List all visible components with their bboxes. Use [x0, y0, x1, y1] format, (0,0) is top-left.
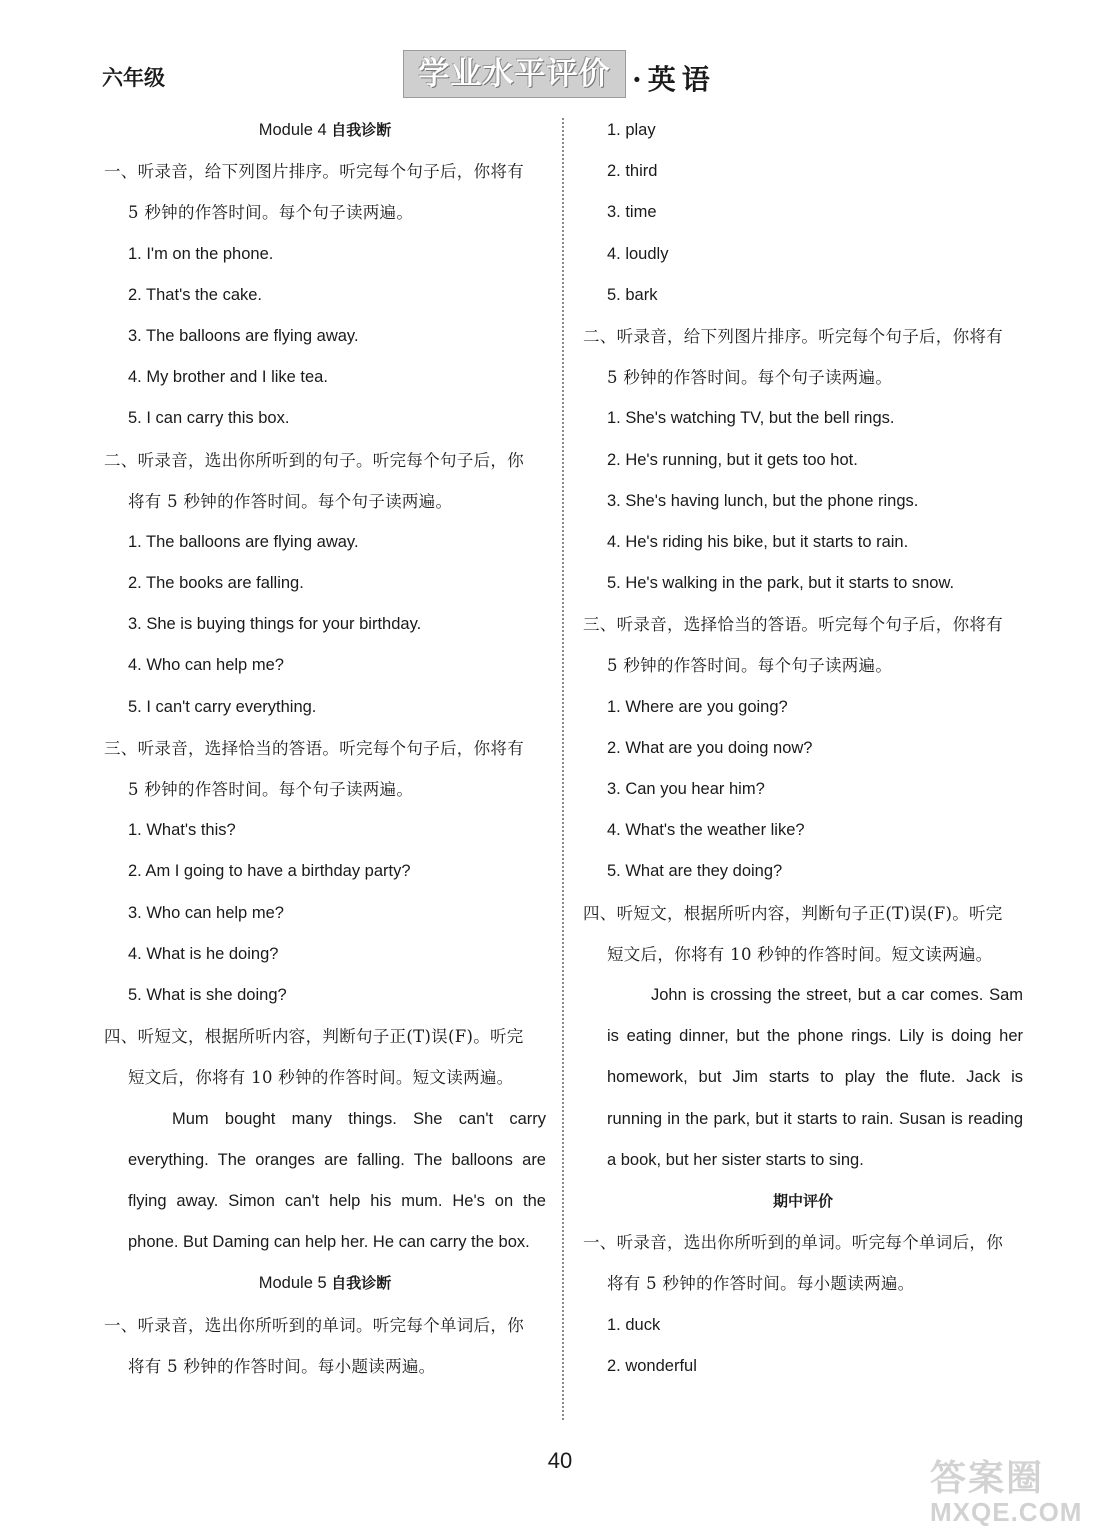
list-item: 2. third [607, 162, 658, 181]
midterm-section-1-heading-cont: 将有 5 秒钟的作答时间。每小题读两遍。 [607, 1274, 915, 1294]
module-5-title [104, 1263, 546, 1304]
watermark-logo-text: 答案圈 [930, 1458, 1045, 1499]
listening-passage: John is crossing the street, but a car comes. Sam is eating dinner, but the phone rings. Lily is doing her homework, but Jim starts to play the flute. Jack is running in the park, but it starts to rain. Susan is reading a book, but her sister starts to sing. [607, 985, 1023, 1169]
list-item: 1. What's this? [128, 821, 236, 840]
list-item: 1. I'm on the phone. [128, 244, 274, 263]
list-item: 1. Where are you going? [607, 697, 788, 716]
module-5-section-3-heading-cont: 5 秒钟的作答时间。每个句子读两遍。 [607, 656, 893, 676]
module-5-title-cn: 自我诊断 [331, 1274, 392, 1293]
list-item: 5. He's walking in the park, but it starts to snow. [607, 574, 955, 593]
watermark-url: MXQE.COM [930, 1497, 1083, 1527]
section-3-heading: 三、听录音，选择恰当的答语。听完每个句子后，你将有 [104, 738, 524, 758]
list-item: 5. I can't carry everything. [128, 697, 317, 716]
list-item: 3. Can you hear him? [607, 780, 765, 798]
list-item: 3. Who can help me? [128, 903, 284, 922]
list-item: 1. She's watching TV, but the bell rings. [607, 409, 895, 428]
module-4-title [104, 110, 546, 151]
list-item: 2. He's running, but it gets too hot. [607, 450, 858, 469]
page-header [0, 0, 1120, 110]
module-5-section-2-heading: 二、听录音，给下列图片排序。听完每个句子后，你将有 [583, 326, 1003, 346]
list-item: 2. wonderful [607, 1356, 697, 1375]
midterm-section-1-heading: 一、听录音，选出你所听到的单词。听完每个单词后，你 [583, 1233, 1003, 1253]
list-item: 4. Who can help me? [128, 656, 284, 675]
module-5-section-3-heading: 三、听录音，选择恰当的答语。听完每个句子后，你将有 [583, 615, 1003, 635]
list-item: 4. What's the weather like? [607, 821, 805, 840]
list-item: 3. The balloons are flying away. [128, 326, 359, 345]
list-item: 3. She's having lunch, but the phone rings. [607, 491, 919, 510]
list-item: 2. Am I going to have a birthday party? [128, 862, 411, 881]
list-item: 4. loudly [607, 244, 669, 263]
module-5-section-4-heading: 四、听短文，根据所听内容，判断句子正(T)误(F)。听完 [583, 903, 1003, 923]
list-item: 3. time [607, 203, 657, 222]
right-column [583, 110, 1023, 1387]
grade-label: 六年级 [102, 65, 165, 90]
list-item: 4. He's riding his bike, but it starts to rain. [607, 532, 909, 551]
listening-passage: Mum bought many things. She can't carry everything. The oranges are falling. The balloons are flying away. Simon can't help his mum. He's on the phone. But Daming can help her. He can carry the box. [128, 1109, 546, 1252]
module-5-title-en: Module 5 [258, 1274, 327, 1293]
module-4-title-cn: 自我诊断 [331, 121, 392, 139]
book-title-banner: 学业水平评价 [403, 50, 626, 98]
list-item: 4. What is he doing? [128, 944, 279, 963]
list-item: 5. bark [607, 285, 658, 304]
list-item: 1. play [607, 121, 656, 139]
page-number: 40 [547, 1448, 573, 1473]
module-5-section-1-heading: 一、听录音，选出你所听到的单词。听完每个单词后，你 [104, 1315, 524, 1335]
list-item: 5. What are they doing? [607, 862, 783, 881]
section-4-heading: 四、听短文，根据所听内容，判断句子正(T)误(F)。听完 [104, 1027, 524, 1047]
list-item: 2. What are you doing now? [607, 738, 813, 757]
section-4-heading-cont: 短文后，你将有 10 秒钟的作答时间。短文读两遍。 [128, 1068, 514, 1088]
list-item: 5. What is she doing? [128, 985, 287, 1004]
list-item: 1. duck [607, 1315, 661, 1334]
list-item: 3. She is buying things for your birthday. [128, 615, 422, 634]
column-divider [562, 118, 564, 1420]
section-2-heading: 二、听录音，选出你所听到的句子。听完每个句子后，你 [104, 450, 524, 470]
watermark-logo [930, 1450, 1115, 1530]
module-5-section-4-heading-cont: 短文后，你将有 10 秒钟的作答时间。短文读两遍。 [607, 944, 993, 964]
subject-label: ·英语 [632, 63, 716, 96]
list-item: 2. The books are falling. [128, 574, 304, 593]
left-column [104, 110, 546, 1387]
section-3-heading-cont: 5 秒钟的作答时间。每个句子读两遍。 [128, 780, 414, 799]
module-5-section-2-heading-cont: 5 秒钟的作答时间。每个句子读两遍。 [607, 368, 893, 388]
module-5-section-1-heading-cont: 将有 5 秒钟的作答时间。每小题读两遍。 [128, 1356, 436, 1376]
section-1-heading: 一、听录音，给下列图片排序。听完每个句子后，你将有 [104, 162, 524, 182]
list-item: 1. The balloons are flying away. [128, 532, 359, 551]
list-item: 4. My brother and I like tea. [128, 368, 328, 387]
list-item: 5. I can carry this box. [128, 409, 290, 428]
list-item: 2. That's the cake. [128, 285, 263, 304]
midterm-title: 期中评价 [772, 1191, 833, 1210]
section-1-heading-cont: 5 秒钟的作答时间。每个句子读两遍。 [128, 203, 414, 223]
module-4-title-en: Module 4 [258, 121, 327, 139]
section-2-heading-cont: 将有 5 秒钟的作答时间。每个句子读两遍。 [128, 491, 453, 511]
